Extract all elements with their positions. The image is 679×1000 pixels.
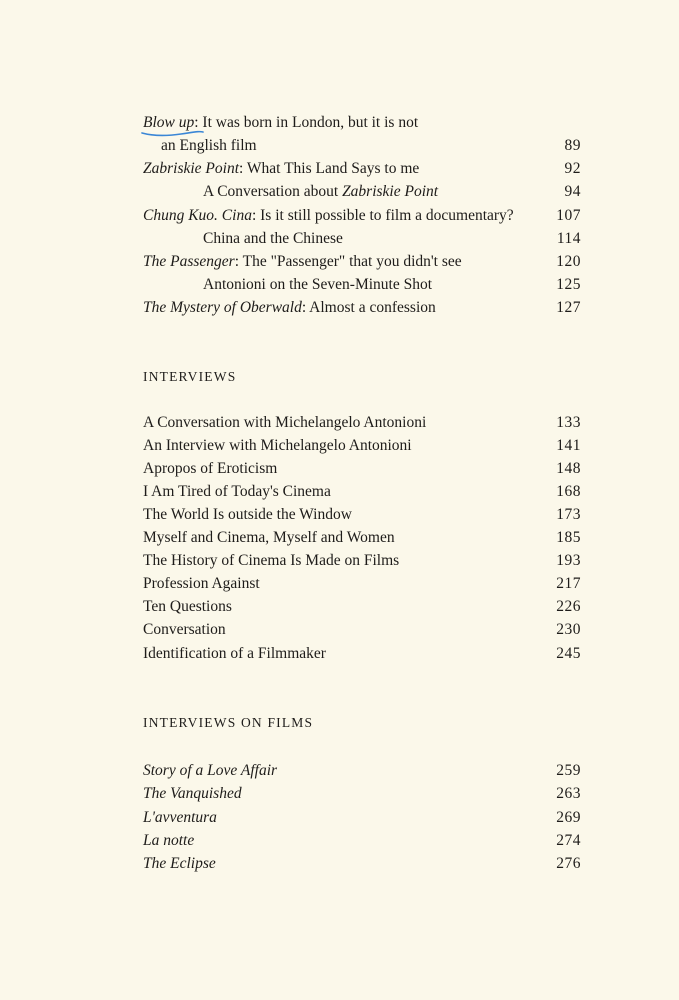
entry-page: 168: [556, 483, 581, 500]
toc-entry: [143, 204, 581, 227]
entry-title: Antonioni on the Seven-Minute Shot: [203, 276, 433, 293]
entry-page: 141: [556, 437, 581, 454]
entry-page: 173: [556, 506, 581, 523]
entry-title: The Eclipse: [143, 855, 216, 872]
toc-entry: [143, 595, 581, 618]
toc-entry: [143, 250, 581, 273]
entry-title: La notte: [143, 832, 195, 849]
entry-title: Ten Questions: [143, 598, 232, 615]
entry-title: The History of Cinema Is Made on Films: [143, 552, 400, 569]
entry-page: 245: [556, 645, 581, 662]
toc-entry: [143, 134, 581, 157]
section-heading-interviews-on-films: INTERVIEWS ON FILMS: [143, 715, 314, 730]
entry-page: 274: [556, 832, 581, 849]
entry-page: 193: [556, 552, 581, 569]
toc-entry: [143, 549, 581, 572]
entry-page: 263: [556, 785, 581, 802]
toc-entry: [143, 296, 581, 319]
entry-title: An Interview with Michelangelo Antonioni: [143, 437, 412, 454]
entry-page: 276: [556, 855, 581, 872]
entry-page: 230: [556, 621, 581, 638]
toc-entry: [143, 227, 581, 250]
toc-entry: [143, 618, 581, 641]
entry-title: A Conversation with Michelangelo Antonioni: [143, 414, 427, 431]
entry-page: 226: [556, 598, 581, 615]
entry-title: Apropos of Eroticism: [143, 460, 278, 477]
entry-title: Myself and Cinema, Myself and Women: [143, 529, 395, 546]
toc-entry: [143, 457, 581, 480]
entry-page: 269: [556, 809, 581, 826]
entry-title: Blow up: It was born in London, but it is not: [143, 114, 419, 131]
entry-title: L'avventura: [143, 809, 217, 826]
entry-page: 133: [556, 414, 581, 431]
toc-entry: [143, 852, 581, 875]
toc-entry: [143, 411, 581, 434]
entry-title: Profession Against: [143, 575, 260, 592]
entry-title: Story of a Love Affair: [143, 762, 278, 779]
toc-entry: [143, 503, 581, 526]
entry-title: Conversation: [143, 621, 226, 638]
entry-page: 148: [556, 460, 581, 477]
entry-page: 125: [556, 276, 581, 293]
toc-entry: [143, 829, 581, 852]
entry-title: The Passenger: The "Passenger" that you didn't see: [143, 253, 462, 270]
toc-entry: [143, 572, 581, 595]
toc-entry: [143, 180, 581, 203]
entry-page: 217: [556, 575, 581, 592]
entry-page: 89: [564, 137, 581, 154]
entry-page: 185: [556, 529, 581, 546]
toc-entry: [143, 111, 581, 134]
entry-title: I Am Tired of Today's Cinema: [143, 483, 331, 500]
entry-page: 120: [556, 253, 581, 270]
toc-entry: [143, 806, 581, 829]
entry-title: A Conversation about Zabriskie Point: [203, 183, 439, 200]
entry-page: 94: [564, 183, 581, 200]
toc-entry: [143, 157, 581, 180]
toc-entry: [143, 526, 581, 549]
entry-title: Zabriskie Point: What This Land Says to me: [143, 160, 420, 177]
entry-title: an English film: [161, 137, 257, 154]
entry-page: 259: [556, 762, 581, 779]
entry-title: The World Is outside the Window: [143, 506, 352, 523]
toc-entry: [143, 759, 581, 782]
toc-entry: [143, 782, 581, 805]
section-heading-interviews: INTERVIEWS: [143, 369, 237, 384]
entry-title: Chung Kuo. Cina: Is it still possible to film a documentary?: [143, 207, 514, 224]
entry-title: The Mystery of Oberwald: Almost a confession: [143, 299, 436, 316]
toc-entry: [143, 273, 581, 296]
entry-page: 114: [556, 230, 581, 247]
toc-entry: [143, 642, 581, 665]
entry-title: The Vanquished: [143, 785, 242, 802]
entry-title: Identification of a Filmmaker: [143, 645, 326, 662]
entry-page: 127: [556, 299, 581, 316]
entry-title: China and the Chinese: [203, 230, 343, 247]
toc-entry: [143, 480, 581, 503]
entry-page: 107: [556, 207, 581, 224]
entry-page: 92: [564, 160, 581, 177]
toc-entry: [143, 434, 581, 457]
